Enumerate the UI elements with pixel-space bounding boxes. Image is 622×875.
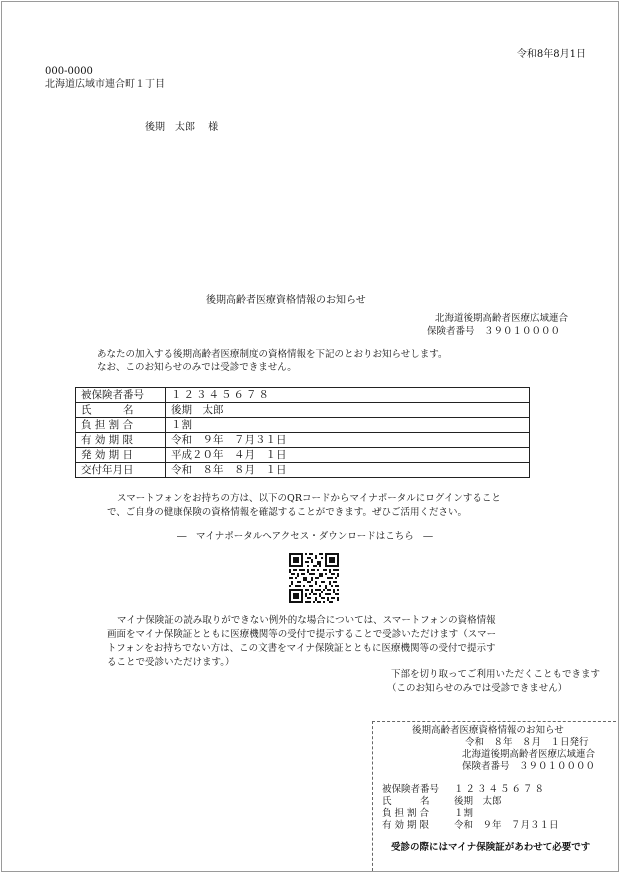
intro-line-1: あなたの加入する後期高齢者医療制度の資格情報を下記のとおりお知らせします。 — [97, 349, 448, 360]
stub-insurer-number: 保険者番号 ３９０１００００ — [462, 761, 596, 772]
address: 北海道広域市連合町１丁目 — [45, 79, 165, 90]
stub-row-value: 後期 太郎 — [454, 796, 502, 807]
stub-row-label: 氏 名 — [382, 796, 430, 807]
exception-line-3: トフォンをお持ちでない方は、この文書をマイナ保険証とともに医療機関等の受付で提示す — [107, 643, 496, 654]
recipient-name: 後期 太郎 様 — [145, 122, 219, 133]
stub-issuer-name: 北海道後期高齢者医療広域連合 — [462, 749, 596, 760]
row-label: 有 効 期 限 — [76, 433, 166, 448]
row-value: 平成２０年 ４月 １日 — [166, 448, 530, 463]
stub-row-label: 負 担 割 合 — [382, 808, 430, 819]
row-label: 氏 名 — [76, 403, 166, 418]
table-row — [76, 403, 530, 418]
exception-line-1: マイナ保険証の読み取りができない例外的な場合については、スマートフォンの資格情報 — [117, 615, 496, 626]
insurer-number: 保険者番号 ３９０１００００ — [427, 326, 561, 337]
intro-line-2: なお、このお知らせのみでは受診できません。 — [97, 362, 297, 373]
stub-title: 後期高齢者医療資格情報のお知らせ — [412, 725, 564, 736]
row-value: 令和 ９年 ７月３１日 — [166, 433, 530, 448]
smartphone-line-2: で、ご自身の健康保険の資格情報を確認することができます。ぜひご活用ください。 — [107, 507, 468, 518]
stub-row-label: 被保険者番号 — [382, 784, 440, 795]
cut-note-line-1: 下部を切り取ってご利用いただくこともできます — [390, 669, 600, 680]
issuer-name: 北海道後期高齢者医療広域連合 — [434, 313, 568, 324]
myna-portal-link[interactable]: ― マイナポータルへアクセス・ダウンロードはこちら ― — [177, 531, 433, 542]
table-row — [76, 448, 530, 463]
row-label: 交付年月日 — [76, 463, 166, 478]
stub-issued-date: 令和 ８年 ８月 １日発行 — [465, 737, 589, 748]
smartphone-line-1: スマートフォンをお持ちの方は、以下のQRコードからマイナポータルにログインすること — [117, 493, 501, 504]
stub-row-value: 令和 ９年 ７月３１日 — [454, 820, 559, 831]
cut-note-line-2: （このお知らせのみでは受診できません） — [387, 683, 568, 694]
row-value: 後期 太郎 — [166, 403, 530, 418]
exception-line-4: ることで受診いただけます。） — [107, 657, 235, 668]
stub-row-value: １割 — [454, 808, 474, 819]
table-row — [76, 433, 530, 448]
exception-line-2: 画面をマイナ保険証とともに医療機関等の受付で提示することで受診いただけます（スマー — [107, 629, 497, 640]
table-row — [76, 463, 530, 478]
stub-row-value: １２３４５６７８ — [454, 784, 547, 795]
stub-row-label: 有 効 期 限 — [382, 820, 430, 831]
row-value: １２３４５６７８ — [166, 388, 530, 403]
row-label: 負 担 割 合 — [76, 418, 166, 433]
row-value: １割 — [166, 418, 530, 433]
qualification-table — [75, 387, 530, 478]
stub-footer-note: 受診の際にはマイナ保険証があわせて必要です — [391, 842, 591, 853]
row-label: 発 効 期 日 — [76, 448, 166, 463]
issue-date: 令和8年8月1日 — [516, 49, 586, 60]
table-row — [76, 418, 530, 433]
notice-title: 後期高齢者医療資格情報のお知らせ — [206, 295, 366, 306]
row-value: 令和 ８年 ８月 １日 — [166, 463, 530, 478]
postal-code: 000-0000 — [45, 66, 93, 77]
qr-code-icon[interactable] — [289, 553, 339, 603]
table-row — [76, 388, 530, 403]
row-label: 被保険者番号 — [76, 388, 166, 403]
